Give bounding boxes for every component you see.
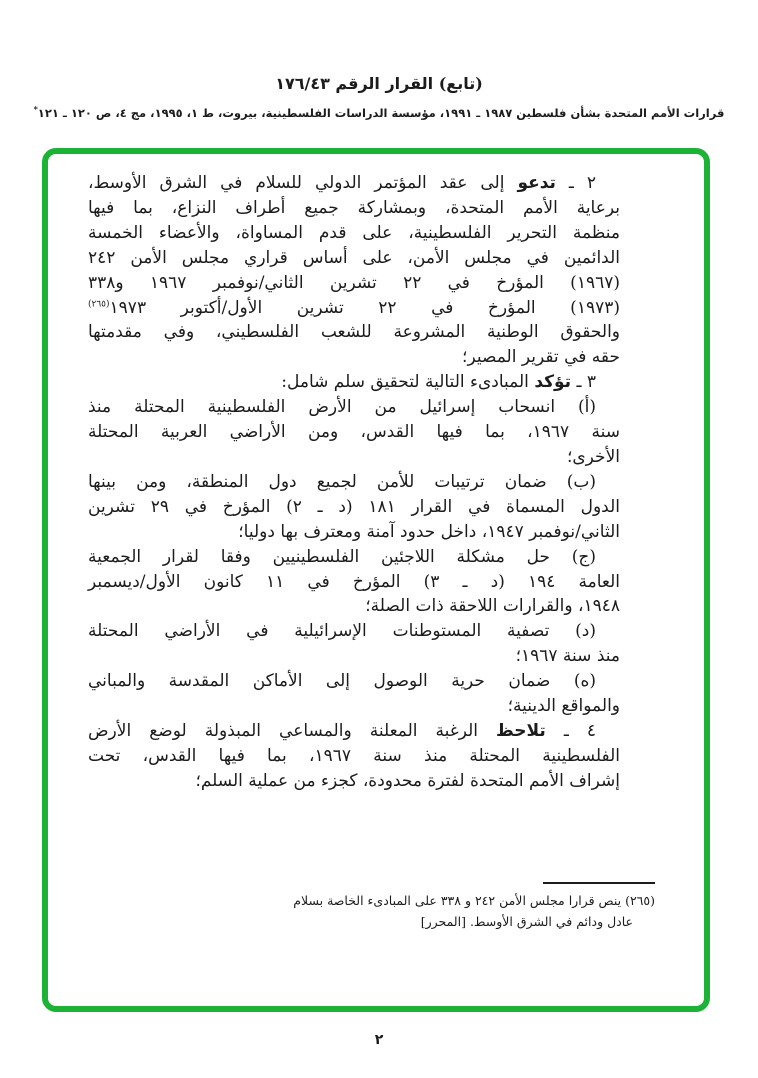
line-text: العامة ١٩٤ (د ـ ٣) المؤرخ في ١١ كانون الأول/ديسمبر — [88, 571, 620, 592]
line-text: (١٩٦٧) المؤرخ في ٢٢ تشرين الثاني/نوفمبر ١٩٦٧ و٣٣٨ — [88, 272, 620, 293]
line-text: حقه في تقرير المصير؛ — [462, 347, 620, 368]
line-text: (د) تصفية المستوطنات الإسرائيلية في الأراضي المحتلة — [88, 621, 596, 642]
footnote-text: (٢٦٥) ينص قرارا مجلس الأمن ٢٤٢ و ٣٣٨ على المبادىء الخاصة بسلام — [293, 893, 655, 908]
line-text: والحقوق الوطنية المشروعة للشعب الفلسطيني، وفي مقدمتها — [88, 322, 620, 343]
line-text: (أ) انسحاب إسرائيل من الأرض الفلسطينية المحتلة منذ — [88, 397, 596, 418]
footnote-ref: (٢٦٥) — [88, 298, 110, 309]
text-line — [88, 769, 620, 794]
footnote-divider — [543, 882, 655, 884]
text-line — [88, 719, 620, 744]
source-citation — [0, 104, 758, 120]
text-line — [88, 345, 620, 370]
text-line — [88, 271, 620, 296]
line-text: إلى عقد المؤتمر الدولي للسلام في الشرق الأوسط، — [88, 173, 518, 193]
keyword-bold: تؤكد — [534, 372, 572, 393]
line-text: الدول المسماة في القرار ١٨١ (د ـ ٢) المؤرخ في ٢٩ تشرين — [88, 496, 620, 517]
line-text: سنة ١٩٦٧، بما فيها القدس، ومن الأراضي العربية المحتلة — [88, 422, 620, 443]
text-line — [88, 545, 620, 570]
line-text: الدائمين في مجلس الأمن، على أساس قراري مجلس الأمن ٢٤٢ — [88, 247, 620, 268]
paragraph-number: ٢ ـ — [555, 173, 596, 193]
line-text: الثاني/نوفمبر ١٩٤٧، داخل حدود آمنة ومعترف بها دوليا؛ — [238, 521, 620, 542]
text-line — [88, 669, 620, 694]
footnote-line — [143, 911, 655, 932]
paragraph-number: ٣ ـ — [571, 372, 596, 393]
line-text: (ب) ضمان ترتيبات للأمن لجميع دول المنطقة، ومن بينها — [88, 471, 596, 492]
footnote-line — [143, 890, 655, 911]
text-line — [88, 420, 620, 445]
text-line — [88, 171, 620, 196]
line-text: الرغبة المعلنة والمساعي المبذولة لوضع الأرض — [88, 720, 497, 741]
text-line — [88, 570, 620, 595]
footnote-block — [143, 882, 655, 932]
line-text: الأخرى؛ — [566, 446, 620, 467]
text-line — [88, 320, 620, 345]
text-line — [88, 395, 620, 420]
text-line — [88, 694, 620, 719]
page-title: (تابع) القرار الرقم ١٧٦/٤٣ — [275, 74, 483, 93]
line-text: (ه) ضمان حرية الوصول إلى الأماكن المقدسة والمباني — [88, 671, 596, 692]
line-text: المبادىء التالية لتحقيق سلم شامل: — [281, 372, 535, 393]
line-text: (ج) حل مشكلة اللاجئين الفلسطينيين وفقا لقرار الجمعية — [88, 546, 596, 567]
text-line — [88, 196, 620, 221]
text-line — [88, 470, 620, 495]
line-text: (١٩٧٣) المؤرخ في ٢٢ تشرين الأول/أكتوبر ١٩٧٣ — [109, 297, 620, 318]
text-line — [88, 296, 620, 321]
text-line — [88, 370, 620, 395]
text-line — [88, 644, 620, 669]
keyword-bold: تلاحظ — [496, 720, 546, 741]
line-text: والمواقع الدينية؛ — [507, 696, 620, 717]
text-line — [88, 221, 620, 246]
line-text: الفلسطينية المحتلة منذ سنة ١٩٦٧، بما فيها القدس، تحت — [88, 745, 620, 766]
line-text: إشراف الأمم المتحدة لفترة محدودة، كجزء من عملية السلم؛ — [195, 770, 620, 791]
line-text: برعاية الأمم المتحدة، وبمشاركة جميع أطراف النزاع، بما فيها — [88, 197, 620, 218]
text-line — [88, 495, 620, 520]
line-text: ١٩٤٨، والقرارات اللاحقة ذات الصلة؛ — [365, 596, 620, 617]
page-number: ٢ — [374, 1032, 384, 1048]
text-line — [88, 445, 620, 470]
text-line — [88, 594, 620, 619]
footnote-text: عادل ودائم في الشرق الأوسط. [المحرر] — [420, 914, 633, 929]
paragraph-number: ٤ ـ — [545, 720, 596, 741]
text-line — [88, 246, 620, 271]
source-citation-text: قرارات الأمم المتحدة بشأن فلسطين ١٩٨٧ ـ ١٩٩١، مؤسسة الدراسات الفلسطينية، بيروت، ط ١، ١٩٩٥، مج ٤، ص ١٢٠ ـ ١٢١ — [37, 105, 725, 120]
source-footnote-mark: * — [33, 104, 38, 114]
resolution-text-block — [88, 171, 620, 794]
line-text: منذ سنة ١٩٦٧؛ — [515, 646, 620, 667]
footnote-lines — [143, 890, 655, 932]
text-line — [88, 619, 620, 644]
text-line — [88, 520, 620, 545]
text-line — [88, 744, 620, 769]
keyword-bold: تدعو — [517, 173, 556, 193]
line-text: منظمة التحرير الفلسطينية، على قدم المساواة، والأعضاء الخمسة — [88, 222, 620, 243]
